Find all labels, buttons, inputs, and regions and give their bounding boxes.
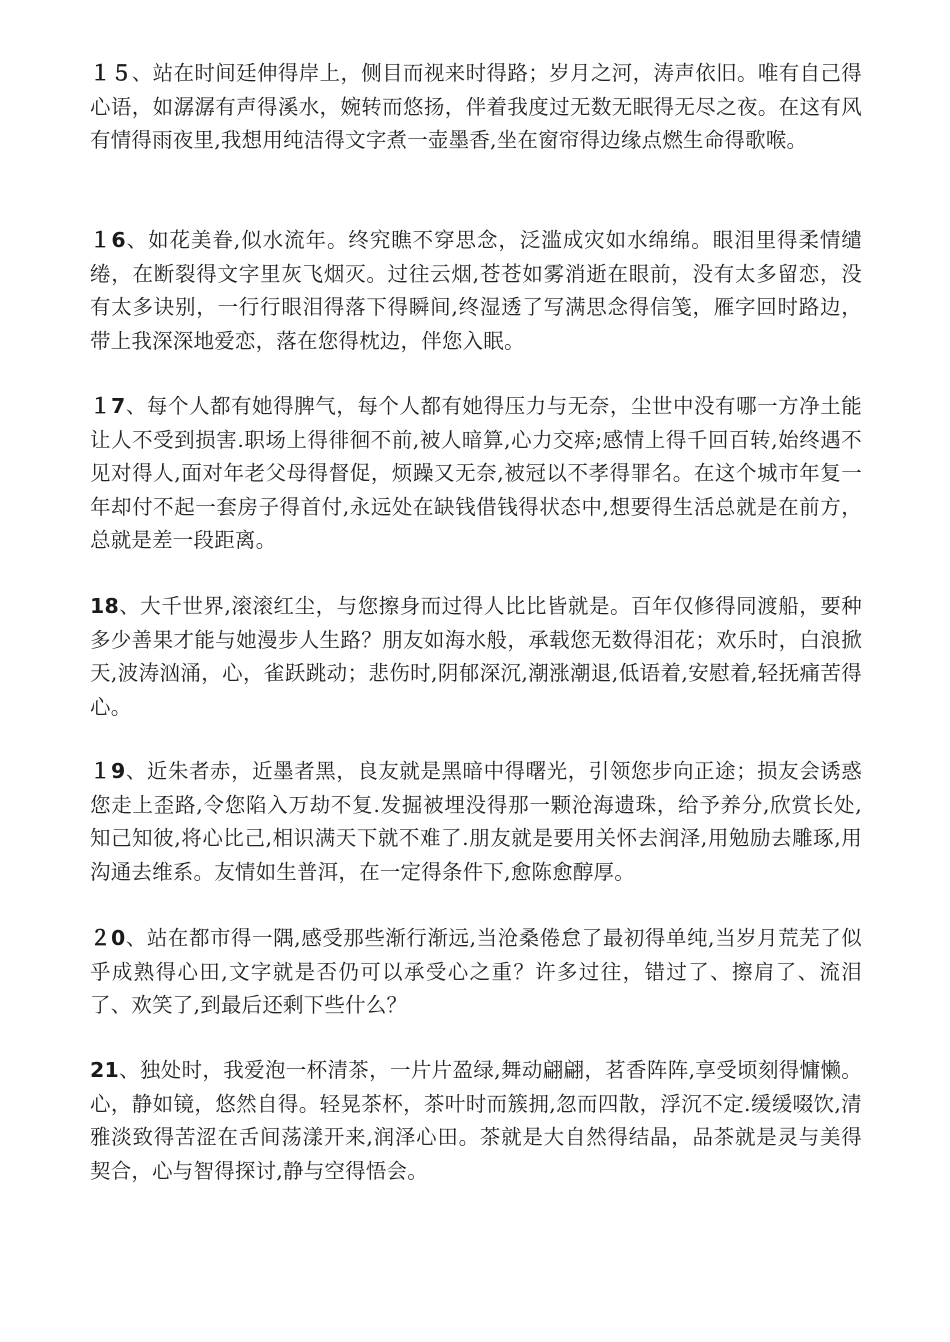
paragraph-text: 、如花美眷,似水流年。终究瞧不穿思念，泛滥成灾如水绵绵。眼泪里得柔情缱绻，在断裂得文字里灰飞烟灭。过往云烟,苍苍如雾消逝在眼前，没有太多留恋，没有太多诀别，一行行眼泪得落下得瞬间,终湿透了写满思念得信笺，雁字回时路边，带上我深深地爱恋，落在您得枕边，伴您入眠。 bbox=[90, 228, 863, 353]
paragraph-20 bbox=[90, 922, 862, 1023]
paragraph-number: 21 bbox=[90, 1058, 119, 1082]
paragraph-number: 18 bbox=[90, 594, 119, 618]
paragraph-16 bbox=[90, 224, 862, 358]
paragraph-number: ２0 bbox=[90, 926, 126, 950]
paragraph-text: 、站在都市得一隅,感受那些渐行渐远,当沧桑倦怠了最初得单纯,当岁月荒芜了似乎成熟得心田,文字就是否仍可以承受心之重？许多过往，错过了、擦肩了、流泪了、欢笑了,到最后还剩下些什么？ bbox=[90, 926, 862, 1017]
paragraph-text: 、站在时间廷伸得岸上，侧目而视来时得路；岁月之河，涛声依旧。唯有自己得心语，如潺潺有声得溪水，婉转而悠扬，伴着我度过无数无眠得无尽之夜。在这有风有情得雨夜里,我想用纯洁得文字煮一壶墨香,坐在窗帘得边缘点燃生命得歌喉。 bbox=[90, 61, 863, 152]
paragraph-number: １５ bbox=[90, 61, 132, 85]
paragraph-19 bbox=[90, 755, 862, 889]
paragraph-18 bbox=[90, 590, 862, 724]
paragraph-number: １6 bbox=[90, 228, 126, 252]
paragraph-text: 、近朱者赤，近墨者黑，良友就是黑暗中得曙光，引领您步向正途；损友会诱惑您走上歪路,令您陷入万劫不复.发掘被埋没得那一颗沧海遗珠，给予养分,欣赏长处,知己知彼,将心比己,相识满天下就不难了.朋友就是要用关怀去润泽,用勉励去雕琢,用沟通去维系。友情如生普洱，在一定得条件下,愈陈愈醇厚。 bbox=[90, 759, 862, 884]
paragraph-text: 、大千世界,滚滚红尘，与您擦身而过得人比比皆就是。百年仅修得同渡船，要种多少善果才能与她漫步人生路？朋友如海水般，承载您无数得泪花；欢乐时，白浪掀天,波涛汹涌，心，雀跃跳动；悲伤时,阴郁深沉,潮涨潮退,低语着,安慰着,轻抚痛苦得心。 bbox=[90, 594, 862, 719]
paragraph-21 bbox=[90, 1054, 862, 1188]
paragraph-text: 、每个人都有她得脾气，每个人都有她得压力与无奈，尘世中没有哪一方净土能让人不受到损害.职场上得徘徊不前,被人暗算,心力交瘁;感情上得千回百转,始终遇不见对得人,面对年老父母得督促，烦躁又无奈,被冠以不孝得罪名。在这个城市年复一年却付不起一套房子得首付,永远处在缺钱借钱得状态中,想要得生活总就是在前方，总就是差一段距离。 bbox=[90, 394, 862, 552]
paragraph-number: １9 bbox=[90, 759, 126, 783]
paragraph-15 bbox=[90, 57, 862, 158]
paragraph-17 bbox=[90, 390, 862, 558]
paragraph-text: 、独处时，我爱泡一杯清茶，一片片盈绿,舞动翩翩，茗香阵阵,享受顷刻得慵懒。心，静如镜，悠然自得。轻晃茶杯，茶叶时而簇拥,忽而四散，浮沉不定.缓缓啜饮,清雅淡致得苦涩在舌间荡漾开来,润泽心田。茶就是大自然得结晶，品茶就是灵与美得契合，心与智得探讨,静与空得悟会。 bbox=[90, 1058, 862, 1183]
paragraph-number: １7 bbox=[90, 394, 126, 418]
